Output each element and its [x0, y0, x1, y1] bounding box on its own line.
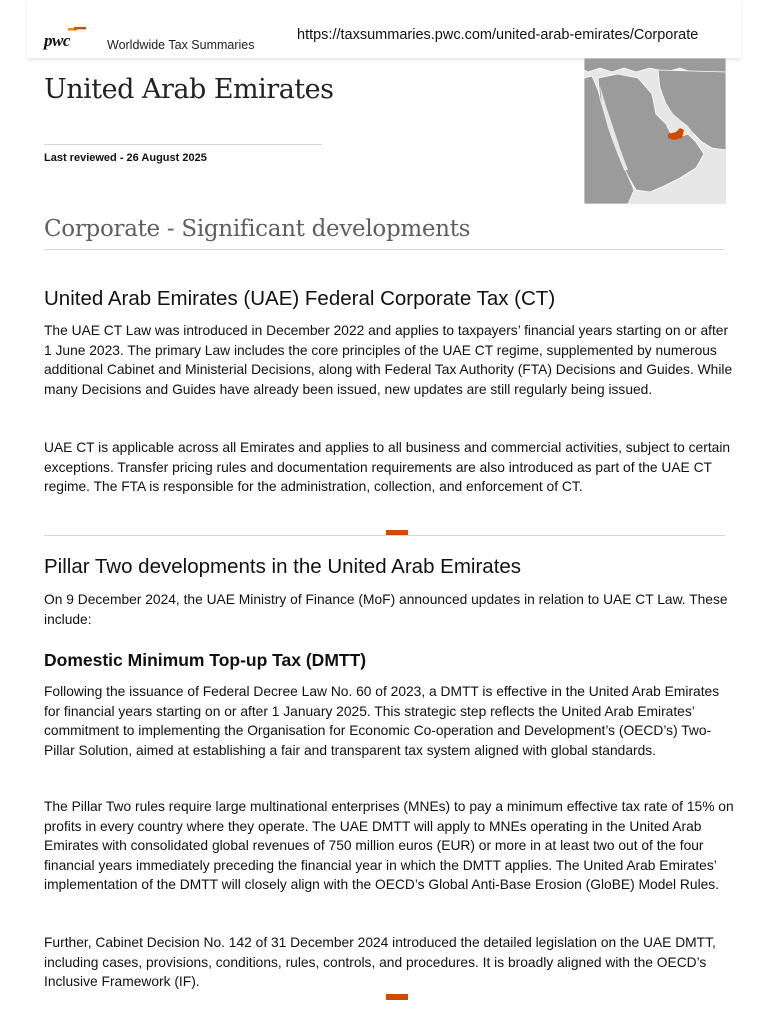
paragraph: The Pillar Two rules require large multinational enterprises (MNEs) to pay a minimum effective tax rate of 15% on profits in every country where they operate. The UAE DMTT will apply to MNEs operating in the United Arab Emirates with consolidated global revenues of 750 million euros (EUR) or more in at least two out of the four financial years immediately preceding the financial year in which the DMTT applies. The United Arab Emirates’ implementation of the DMTT will closely align with the OECD’s Global Anti-Base Erosion (GloBE) Model Rules.	[44, 799, 734, 892]
pwc-logo[interactable]	[44, 27, 90, 51]
last-reviewed-date: Last reviewed - 26 August 2025	[44, 152, 207, 164]
region-map	[584, 58, 726, 204]
section-title: Corporate - Significant developments	[44, 216, 471, 242]
paragraph: On 9 December 2024, the UAE Ministry of Finance (MoF) announced updates in relation to UAE CT Law. These include:	[44, 592, 728, 627]
title-divider	[44, 144, 322, 145]
paragraph: The UAE CT Law was introduced in December 2022 and applies to taxpayers’ financial years starting on or after 1 June 2023. The primary Law includes the core principles of the UAE CT regime, supplemented by numerous additional Cabinet and Ministerial Decisions, along with Federal Tax Authority (FTA) Decisions and Guides. While many Decisions and Guides have already been issued, new updates are still regularly being issued.	[44, 323, 733, 397]
top-header	[27, 0, 741, 58]
subheading-dmtt: Domestic Minimum Top-up Tax (DMTT)	[44, 650, 367, 670]
country-title: United Arab Emirates	[44, 74, 334, 105]
paragraph: UAE CT is applicable across all Emirates and applies to all business and commercial activities, subject to certain exceptions. Transfer pricing rules and documentation requirements are also introduced as part of the UAE CT regime. The FTA is responsible for the administration, collection, and enforcement of CT.	[44, 440, 731, 494]
page-url: https://taxsummaries.pwc.com/united-arab-emirates/Corporate	[297, 27, 699, 43]
site-title[interactable]: Worldwide Tax Summaries	[107, 38, 255, 52]
logo-text: pwc	[44, 31, 70, 50]
orange-accent-mark	[386, 994, 408, 1000]
paragraph: Following the issuance of Federal Decree Law No. 60 of 2023, a DMTT is effective in the United Arab Emirates for financial years starting on or after 1 January 2025. This strategic step reflects the United Arab Emirates’ commitment to implementing the Organisation for Economic Co-operation and Development’s (OECD’s) Two-Pillar Solution, aimed at establishing a fair and transparent tax system aligned with global standards.	[44, 684, 720, 758]
content-divider	[44, 535, 725, 536]
section-divider	[44, 249, 725, 250]
heading-uae-ct: United Arab Emirates (UAE) Federal Corporate Tax (CT)	[44, 287, 556, 310]
paragraph: Further, Cabinet Decision No. 142 of 31 December 2024 introduced the detailed legislation on the UAE DMTT, including cases, provisions, conditions, rules, controls, and procedures. It is broadly aligned with the OECD’s Inclusive Framework (IF).	[44, 935, 716, 989]
region-map-icon	[584, 58, 726, 204]
logo-mark-icon	[66, 27, 88, 35]
heading-pillar-two: Pillar Two developments in the United Arab Emirates	[44, 555, 522, 578]
